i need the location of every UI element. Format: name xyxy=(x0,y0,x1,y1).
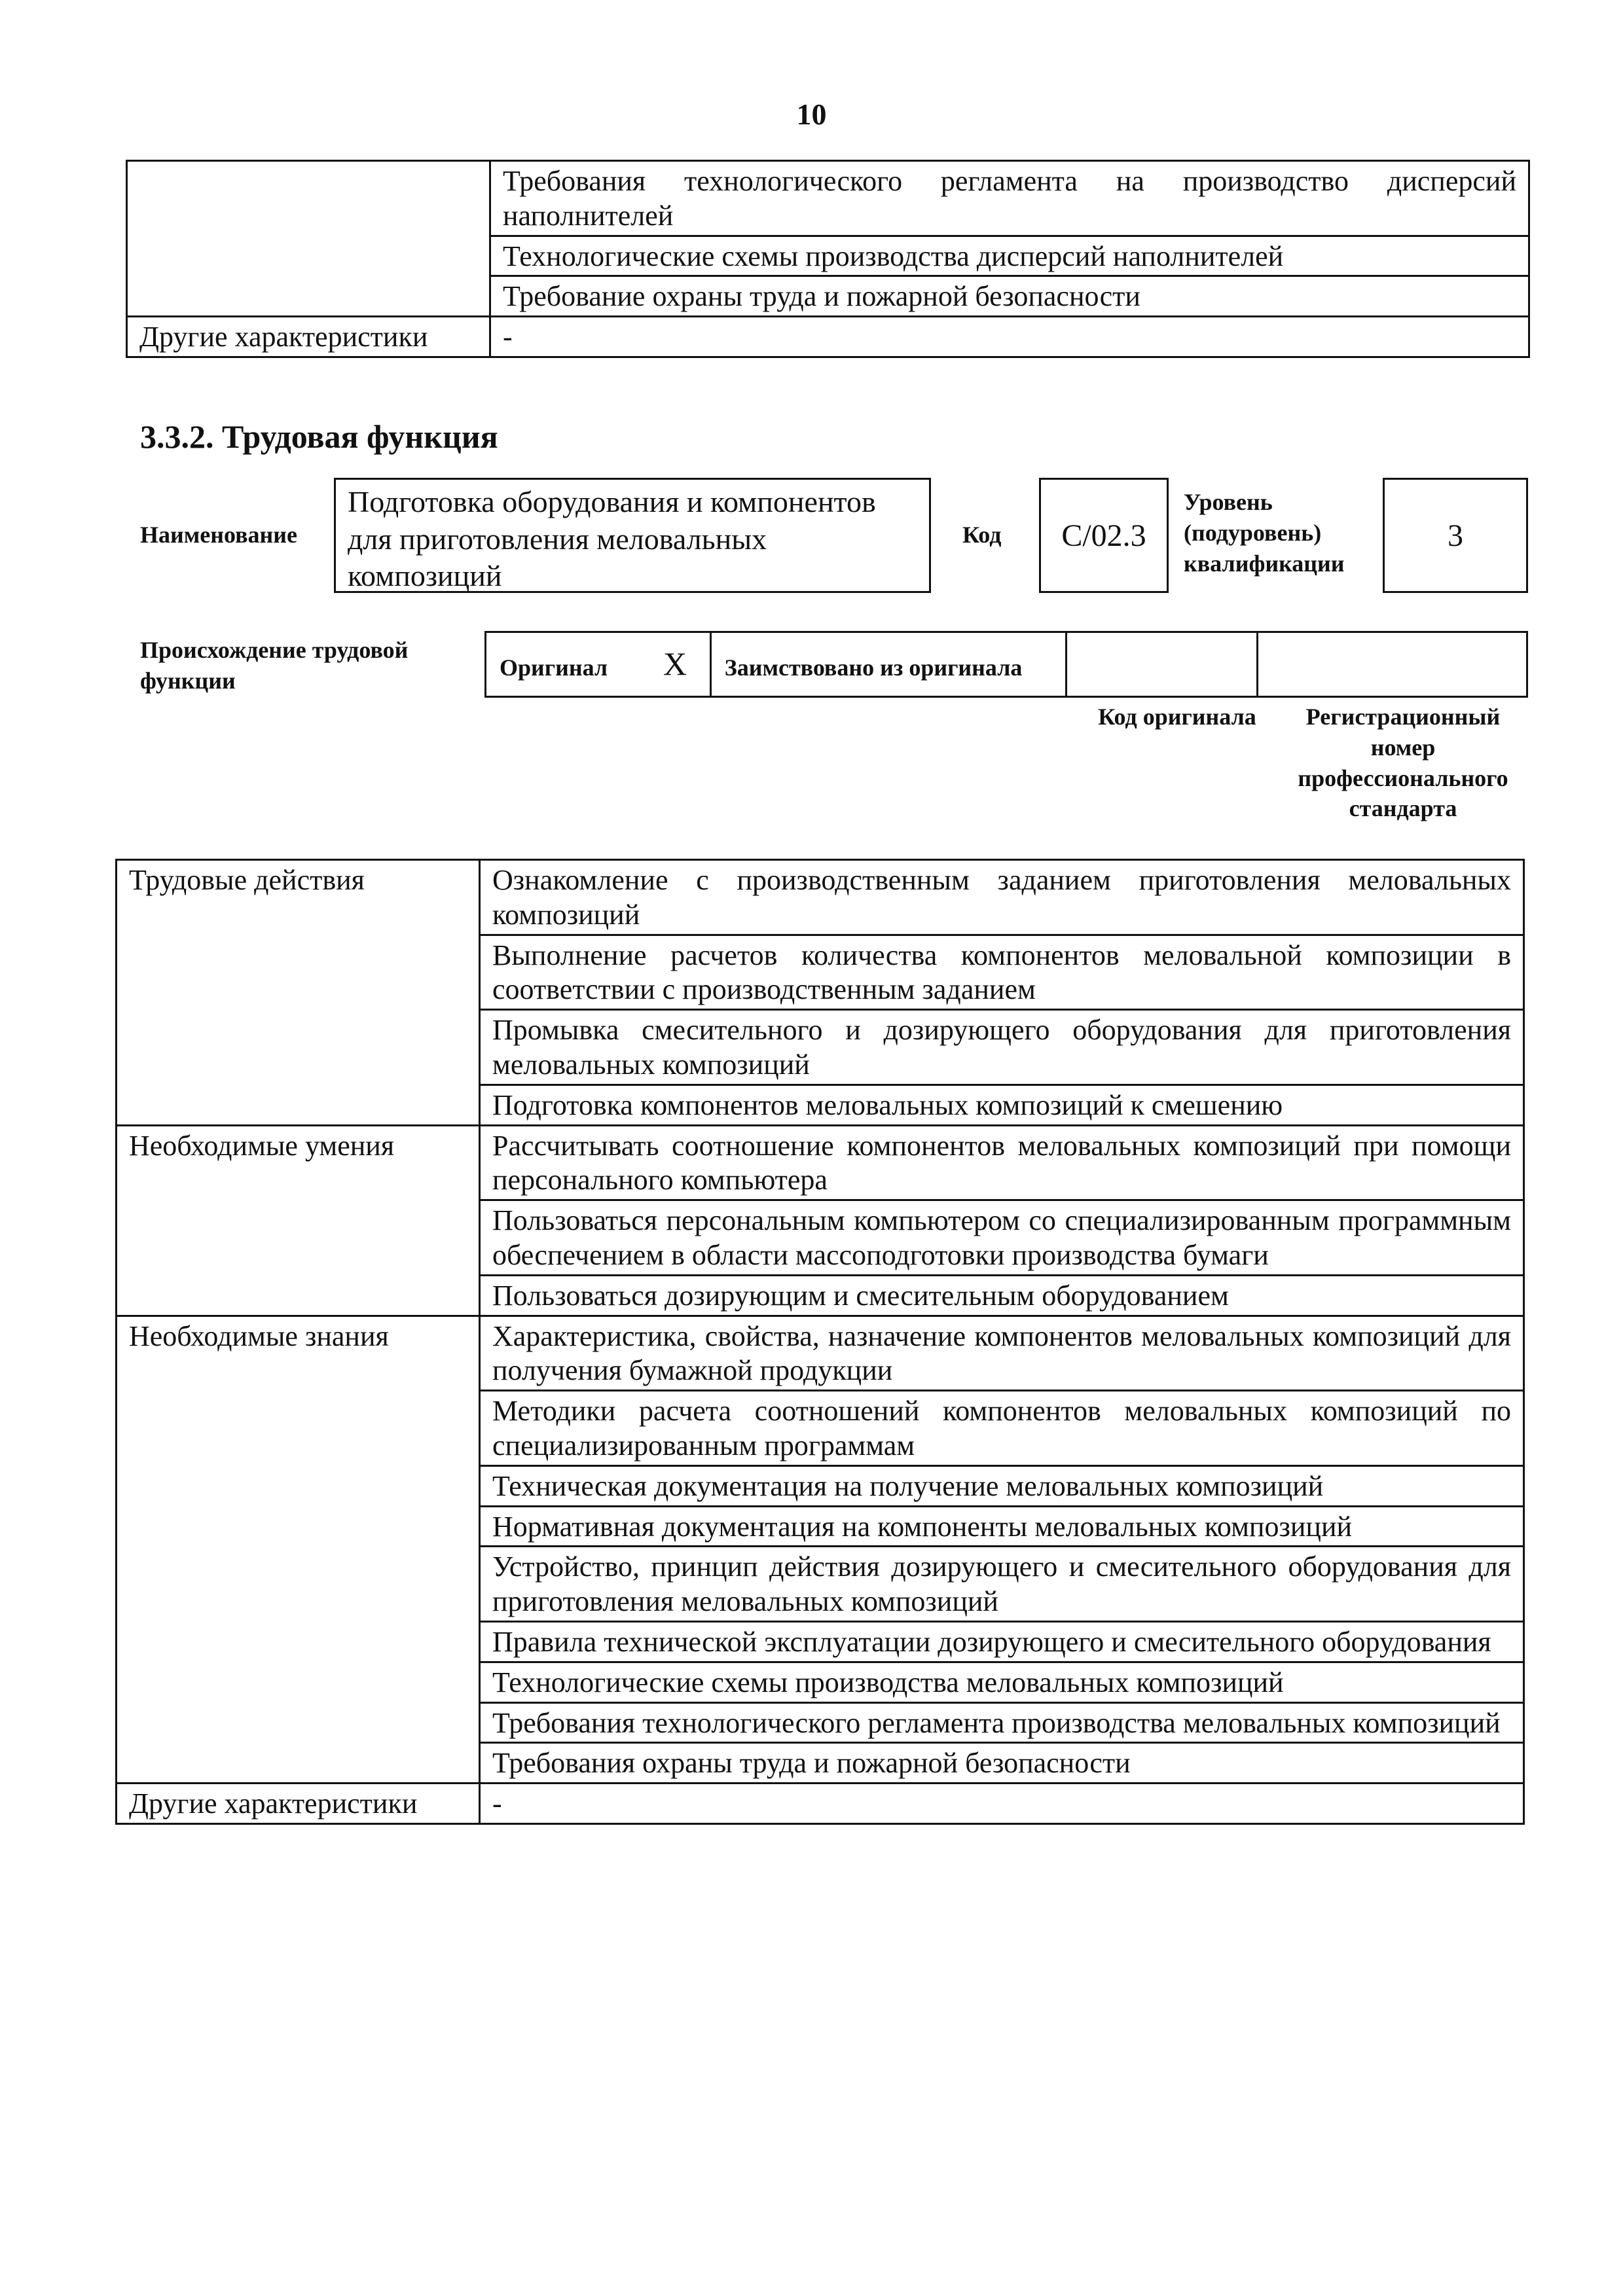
page-number: 10 xyxy=(796,98,827,131)
origin-table xyxy=(484,631,1528,698)
other-characteristics-label: Другие характеристики xyxy=(117,1784,480,1824)
table-cell: Ознакомление с производственным заданием приготовления меловальных композиций xyxy=(480,860,1524,935)
table-cell: Подготовка компонентов меловальных композиций к смешению xyxy=(480,1085,1524,1125)
table-cell: Требование охраны труда и пожарной безопасности xyxy=(490,276,1529,317)
table-cell: Методики расчета соотношений компонентов меловальных композиций по специализированным программам xyxy=(480,1391,1524,1466)
table-cell: Требования охраны труда и пожарной безопасности xyxy=(480,1743,1524,1784)
origin-label: Происхождение трудовой функции xyxy=(140,637,409,694)
table-row xyxy=(127,161,1529,236)
table-cell: Пользоваться дозирующим и смесительным оборудованием xyxy=(480,1275,1524,1316)
table-row xyxy=(117,1125,1524,1200)
table-cell: Технологические схемы производства дисперсий наполнителей xyxy=(490,236,1529,276)
top-requirements-table xyxy=(126,160,1530,358)
origin-original-cell xyxy=(486,633,712,696)
knowledge-label: Необходимые знания xyxy=(117,1316,480,1784)
table-cell: Выполнение расчетов количества компонентов меловальной композиции в соответствии с производственным заданием xyxy=(480,935,1524,1010)
table-cell: Пользоваться персональным компьютером со специализированным программным обеспечением в области массоподготовки производства бумаги xyxy=(480,1200,1524,1276)
table-cell: Требования технологического регламента на производство дисперсий наполнителей xyxy=(490,161,1529,236)
table-row xyxy=(127,317,1529,357)
name-label: Наименование xyxy=(140,522,297,548)
labor-function-table xyxy=(115,859,1525,1825)
table-cell: Нормативная документация на компоненты меловальных композиций xyxy=(480,1506,1524,1547)
origin-original-label: Оригинал xyxy=(500,655,608,681)
actions-label: Трудовые действия xyxy=(117,860,480,1126)
origin-borrowed-cell xyxy=(712,633,1067,696)
table-cell: Технологические схемы производства меловальных композиций xyxy=(480,1662,1524,1702)
table-cell: Правила технической эксплуатации дозирующего и смесительного оборудования xyxy=(480,1621,1524,1662)
level-label: Уровень (подуровень) квалификации xyxy=(1184,489,1345,577)
other-characteristics-label: Другие характеристики xyxy=(127,317,490,357)
table-cell: Требования технологического регламента производства меловальных композиций xyxy=(480,1702,1524,1743)
other-characteristics-value: - xyxy=(480,1784,1524,1824)
table-cell: Рассчитывать соотношение компонентов меловальных композиций при помощи персонального компьютера xyxy=(480,1125,1524,1200)
section-title: 3.3.2. Трудовая функция xyxy=(140,418,498,455)
origin-mark: X xyxy=(663,645,687,682)
level-box: 3 xyxy=(1383,478,1528,593)
code-box: С/02.3 xyxy=(1039,478,1169,593)
origin-borrowed-label: Заимствовано из оригинала xyxy=(724,655,1023,681)
original-code-cell xyxy=(1067,633,1258,696)
table-cell: Характеристика, свойства, назначение компонентов меловальных композиций для получения бумажной продукции xyxy=(480,1316,1524,1391)
table-row xyxy=(117,860,1524,935)
table-cell: Устройство, принцип действия дозирующего и смесительного оборудования для приготовления меловальных композиций xyxy=(480,1547,1524,1622)
table-cell: Техническая документация на получение меловальных композиций xyxy=(480,1465,1524,1506)
table-row xyxy=(117,1784,1524,1824)
skills-label: Необходимые умения xyxy=(117,1125,480,1316)
table-cell: Промывка смесительного и дозирующего оборудования для приготовления меловальных композиций xyxy=(480,1010,1524,1085)
reg-number-caption: Регистрационный номер профессионального стандарта xyxy=(1298,704,1508,822)
reg-number-cell xyxy=(1258,633,1526,696)
table-row xyxy=(117,1316,1524,1391)
other-characteristics-value: - xyxy=(490,317,1529,357)
empty-label-cell xyxy=(127,161,490,317)
code-label: Код xyxy=(962,522,1002,548)
code-original-caption: Код оригинала xyxy=(1098,704,1256,730)
function-name-box: Подготовка оборудования и компонентов для приготовления меловальных композиций xyxy=(334,478,931,593)
